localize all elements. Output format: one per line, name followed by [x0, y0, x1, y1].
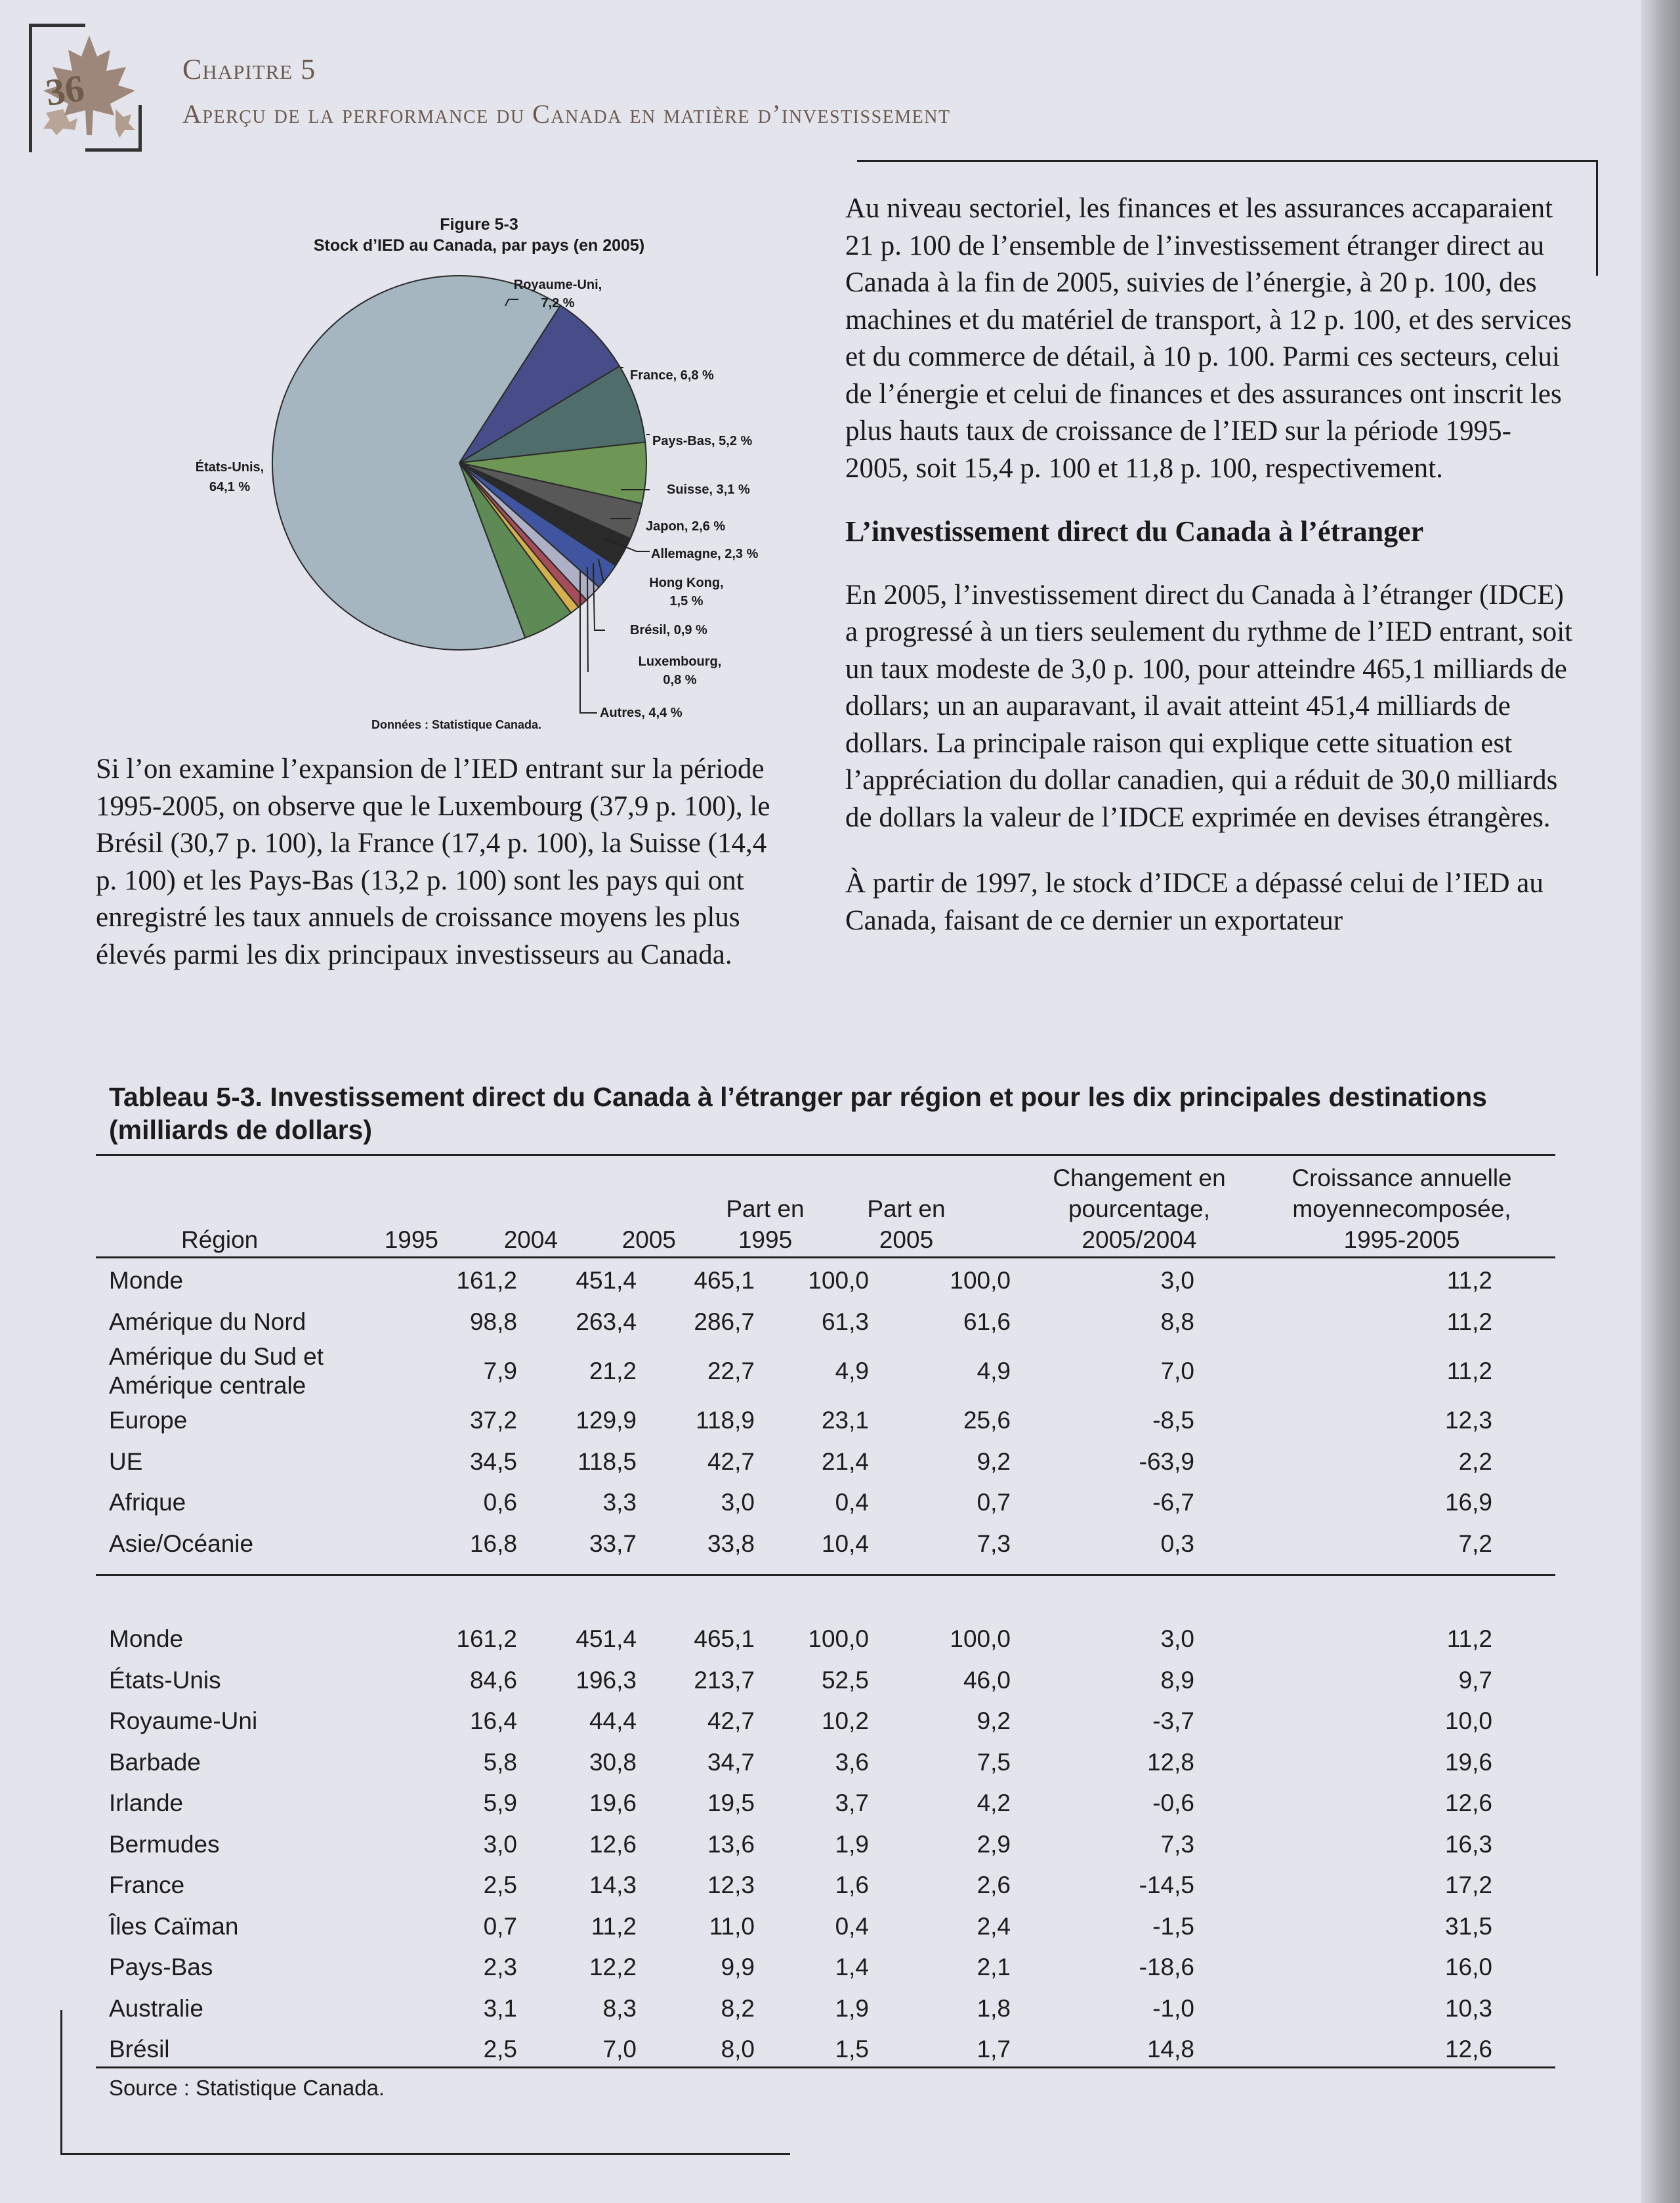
cell-y2004: 14,3: [589, 1871, 637, 1899]
cell-y2005: 118,9: [696, 1407, 755, 1434]
cell-region: Monde: [109, 1267, 184, 1294]
slice-label-royaume-uni-value: 7,2 %: [541, 296, 575, 310]
col-header-part-1995-line2: 1995: [738, 1226, 793, 1253]
cell-region: Australie: [109, 1994, 203, 2022]
slice-label-etats-unis-value: 64,1 %: [209, 480, 251, 494]
cell-p1995: 1,9: [835, 1830, 869, 1858]
table-source: Source : Statistique Canada.: [109, 2076, 385, 2100]
cell-y2005: 8,2: [721, 1994, 755, 2022]
table-header: [96, 1161, 1555, 1255]
cell-y2004: 118,5: [578, 1447, 637, 1475]
cell-chg: 8,9: [1160, 1666, 1194, 1694]
cell-cagr: 11,2: [1446, 1308, 1492, 1335]
cell-p1995: 3,6: [835, 1748, 869, 1776]
cell-cagr: 11,2: [1446, 1358, 1492, 1384]
cell-region: Asie/Océanie: [109, 1529, 254, 1557]
cell-cagr: 16,3: [1444, 1830, 1492, 1858]
col-header-change: [1028, 1163, 1251, 1255]
cell-chg: 7,3: [1160, 1830, 1194, 1858]
cell-p1995: 10,4: [821, 1529, 869, 1557]
cell-y1995: 0,6: [483, 1489, 517, 1516]
table-section-regions: [96, 1260, 1555, 1564]
table-row: [96, 1400, 1555, 1442]
cell-p1995: 10,2: [821, 1707, 869, 1735]
cell-region: Europe: [109, 1407, 188, 1434]
decorative-rule: [60, 2010, 62, 2154]
table-rule: [96, 2066, 1555, 2068]
cell-y2005: 8,0: [721, 2036, 755, 2063]
slice-label-hong-kong-value: 1,5 %: [669, 594, 704, 609]
cell-chg: 7,0: [1160, 1358, 1194, 1384]
cell-region: Afrique: [109, 1489, 186, 1516]
cell-p1995: 100,0: [808, 1267, 869, 1294]
table-row: [96, 1660, 1555, 1701]
cell-chg: 14,8: [1146, 2036, 1194, 2063]
slice-label-luxembourg: Luxembourg,: [638, 654, 722, 669]
cell-p1995: 1,5: [835, 2036, 869, 2063]
col-header-2004: 2004: [503, 1226, 558, 1253]
cell-region: Brésil: [109, 2036, 170, 2063]
table-row: [96, 1947, 1555, 1988]
cell-region: UE: [109, 1447, 143, 1475]
figure-caption: Stock d’IED au Canada, par pays (en 2005): [313, 236, 645, 255]
table-row: [96, 1906, 1555, 1948]
cell-y1995: 7,9: [483, 1358, 517, 1384]
cell-p1995: 1,9: [835, 1994, 869, 2022]
slice-label-pays-bas: Pays-Bas, 5,2 %: [652, 434, 753, 448]
col-header-region: Région: [181, 1226, 259, 1253]
cell-y2004: 263,4: [576, 1308, 637, 1335]
cell-region: Barbade: [109, 1748, 201, 1776]
cell-y2004: 3,3: [602, 1489, 637, 1516]
col-header-cagr-line1: Croissance annuelle: [1292, 1165, 1512, 1191]
cell-p2005: 0,7: [976, 1489, 1011, 1516]
cell-y2005: 9,9: [721, 1954, 755, 1981]
header-frame-line: [85, 148, 142, 152]
section-heading: L’investissement direct du Canada à l’étranger: [845, 515, 1424, 547]
chapter-title: Aperçu de la performance du Canada en matière d’investissement: [182, 99, 951, 129]
table-row: [96, 1482, 1555, 1524]
table-row: [96, 2029, 1555, 2070]
cell-y1995: 161,2: [456, 1267, 517, 1294]
cell-p2005: 2,6: [976, 1871, 1011, 1899]
cell-y2005: 12,3: [707, 1871, 755, 1899]
cell-y2004: 196,3: [576, 1666, 637, 1694]
cell-y2005: 465,1: [694, 1625, 755, 1653]
cell-p1995: 100,0: [808, 1625, 869, 1653]
figure-title: [197, 214, 761, 256]
table-rule: [96, 1154, 1555, 1156]
cell-y2005: 11,0: [709, 1912, 755, 1940]
cell-y2004: 11,2: [591, 1912, 637, 1940]
slice-label-royaume-uni: Royaume-Uni,: [513, 278, 602, 292]
cell-y2004: 33,7: [589, 1529, 637, 1557]
slice-label-luxembourg-value: 0,8 %: [663, 673, 697, 687]
cell-chg: -63,9: [1139, 1447, 1194, 1475]
cell-cagr: 10,0: [1444, 1707, 1492, 1735]
table-row: [96, 1824, 1555, 1866]
cell-y2005: 33,8: [707, 1529, 755, 1557]
cell-y2005: 213,7: [694, 1666, 755, 1694]
cell-y1995: 5,9: [483, 1789, 517, 1817]
cell-y1995: 37,2: [469, 1407, 517, 1434]
col-header-part-2005-line2: 2005: [879, 1226, 934, 1253]
cell-y2004: 12,6: [589, 1830, 637, 1858]
cell-region: Royaume-Uni: [109, 1707, 258, 1735]
cell-y1995: 2,5: [483, 2036, 517, 2063]
cell-region: Bermudes: [109, 1830, 220, 1858]
cell-p1995: 0,4: [835, 1912, 869, 1940]
cell-y2004: 44,4: [589, 1707, 637, 1735]
cell-p2005: 46,0: [963, 1666, 1011, 1694]
cell-y1995: 2,5: [483, 1871, 517, 1899]
cell-chg: 3,0: [1160, 1625, 1194, 1653]
cell-chg: -1,5: [1152, 1912, 1194, 1940]
cell-p2005: 100,0: [950, 1625, 1011, 1653]
header-frame-line: [29, 24, 85, 27]
cell-region: Amérique du Nord: [109, 1308, 306, 1335]
cell-p2005: 7,3: [976, 1529, 1011, 1557]
cell-p1995: 3,7: [835, 1789, 869, 1817]
cell-region: Pays-Bas: [109, 1954, 213, 1981]
cell-y2005: 42,7: [707, 1707, 755, 1735]
cell-p2005: 1,8: [976, 1994, 1011, 2022]
decorative-rule: [857, 160, 1597, 162]
table-row: [96, 1442, 1555, 1483]
cell-region: Irlande: [109, 1789, 184, 1817]
cell-p2005: 4,9: [976, 1358, 1011, 1384]
cell-y2004: 19,6: [589, 1789, 637, 1817]
cell-y1995: 5,8: [483, 1748, 517, 1776]
cell-p2005: 7,5: [976, 1748, 1011, 1776]
page-edge-shadow: [1641, 0, 1680, 2203]
cell-cagr: 31,5: [1444, 1912, 1492, 1940]
table-row: [96, 1701, 1555, 1742]
cell-chg: 0,3: [1160, 1529, 1194, 1557]
col-header-cagr-line3: 1995-2005: [1343, 1226, 1460, 1253]
cell-y2004: 12,2: [589, 1954, 637, 1981]
cell-p1995: 1,6: [835, 1871, 869, 1899]
col-header-part-1995-line1: Part en: [726, 1195, 805, 1222]
cell-y2005: 19,5: [707, 1789, 755, 1817]
chapter-label: Chapitre 5: [182, 53, 316, 85]
col-header-2005: 2005: [621, 1226, 676, 1253]
cell-region: Îles Caïman: [109, 1912, 239, 1940]
table-row: [96, 1524, 1555, 1565]
cell-y1995: 16,4: [469, 1707, 517, 1735]
cell-p2005: 61,6: [963, 1308, 1011, 1335]
cell-chg: -3,7: [1152, 1707, 1194, 1735]
cell-region: États-Unis: [109, 1666, 221, 1694]
cell-y2004: 8,3: [602, 1994, 637, 2022]
col-header-part-2005: [854, 1193, 959, 1255]
cell-p2005: 2,4: [976, 1912, 1011, 1940]
cell-chg: -0,6: [1152, 1789, 1194, 1817]
cell-chg: -18,6: [1139, 1954, 1194, 1981]
cell-cagr: 2,2: [1458, 1447, 1492, 1475]
cell-y1995: 161,2: [456, 1625, 517, 1653]
decorative-rule: [1596, 160, 1598, 276]
cell-region-line2: Amérique centrale: [109, 1372, 306, 1399]
col-header-change-line3: 2005/2004: [1082, 1226, 1197, 1253]
cell-y2005: 465,1: [694, 1267, 755, 1294]
cell-region: Monde: [109, 1625, 184, 1653]
cell-y2004: 21,2: [589, 1358, 637, 1384]
slice-label-hong-kong: Hong Kong,: [649, 576, 724, 590]
cell-y2005: 286,7: [694, 1308, 755, 1335]
cell-y2005: 34,7: [707, 1748, 755, 1776]
col-header-cagr: [1277, 1163, 1526, 1255]
figure-source: Données : Statistique Canada.: [371, 718, 542, 731]
table-title: Tableau 5-3. Investissement direct du Canada à l’étranger par région et pour les dix principales destinations (milliards de dollars): [109, 1082, 1487, 1145]
cell-y2004: 451,4: [576, 1267, 637, 1294]
cell-cagr: 17,2: [1444, 1871, 1492, 1899]
cell-p2005: 100,0: [950, 1267, 1011, 1294]
cell-y2004: 129,9: [576, 1407, 637, 1434]
cell-cagr: 11,2: [1446, 1625, 1492, 1653]
cell-y1995: 3,0: [483, 1830, 517, 1858]
cell-region-line1: Amérique du Sud et: [109, 1343, 324, 1370]
cell-chg: -14,5: [1139, 1871, 1194, 1899]
cell-y1995: 3,1: [483, 1994, 517, 2022]
pie-chart: [151, 263, 807, 722]
cell-y2005: 42,7: [707, 1447, 755, 1475]
right-column: [845, 190, 1574, 939]
cell-p2005: 9,2: [976, 1447, 1011, 1475]
cell-p2005: 2,1: [976, 1954, 1011, 1981]
cell-chg: 3,0: [1160, 1267, 1194, 1294]
cell-chg: -1,0: [1152, 1994, 1194, 2022]
col-header-cagr-line2: moyennecomposée,: [1292, 1195, 1511, 1222]
cell-p1995: 21,4: [821, 1447, 869, 1475]
left-column: [96, 751, 791, 973]
slice-label-japon: Japon, 2,6 %: [646, 519, 726, 534]
right-paragraph-3: À partir de 1997, le stock d’IDCE a dépassé celui de l’IED au Canada, faisant de ce dernier un exportateur: [845, 868, 1544, 936]
right-paragraph-1: Au niveau sectoriel, les finances et les assurances accaparaient 21 p. 100 de l’ensemble de l’investissement étranger direct au Canada à la fin de 2005, suivies de l’énergie, à 20 p. 100, des machines et du matériel de transport, à 12 p. 100, et des services et du commerce de détail, à 10 p. 100. Parmi ces secteurs, celui de l’énergie et celui de finances et des assurances ont inscrit les plus hauts taux de croissance de l’IED sur la période 1995-2005, soit 15,4 p. 100 et 11,8 p. 100, respectivement.: [845, 193, 1572, 484]
cell-cagr: 16,0: [1444, 1954, 1492, 1981]
figure-label: Figure 5-3: [440, 215, 518, 234]
cell-region: France: [109, 1871, 185, 1899]
cell-y1995: 98,8: [469, 1308, 517, 1335]
cell-chg: -8,5: [1152, 1407, 1194, 1434]
slice-label-suisse: Suisse, 3,1 %: [667, 482, 750, 497]
table-row: [96, 1260, 1555, 1302]
cell-cagr: 12,6: [1444, 1789, 1492, 1817]
cell-p1995: 52,5: [821, 1666, 869, 1694]
cell-cagr: 11,2: [1446, 1267, 1492, 1294]
table-row: [96, 1619, 1555, 1660]
cell-cagr: 9,7: [1458, 1666, 1492, 1694]
cell-p2005: 2,9: [976, 1830, 1011, 1858]
cell-chg: -6,7: [1152, 1489, 1194, 1516]
cell-y1995: 2,3: [483, 1954, 517, 1981]
cell-cagr: 16,9: [1444, 1489, 1492, 1516]
cell-p1995: 0,4: [835, 1489, 869, 1516]
col-header-change-line1: Changement en: [1053, 1165, 1226, 1191]
col-header-change-line2: pourcentage,: [1068, 1195, 1210, 1222]
cell-y1995: 16,8: [469, 1529, 517, 1557]
slice-label-bresil: Brésil, 0,9 %: [630, 623, 707, 637]
table-row: [96, 1302, 1555, 1343]
cell-chg: 12,8: [1146, 1748, 1194, 1776]
cell-cagr: 7,2: [1458, 1529, 1492, 1557]
cell-y2005: 3,0: [721, 1489, 755, 1516]
cell-cagr: 10,3: [1444, 1994, 1492, 2022]
cell-y2004: 7,0: [602, 2036, 637, 2063]
cell-chg: 8,8: [1160, 1308, 1194, 1335]
cell-cagr: 19,6: [1444, 1748, 1492, 1776]
cell-p1995: 61,3: [821, 1308, 869, 1335]
col-header-part-1995: [713, 1193, 818, 1255]
cell-y1995: 34,5: [469, 1447, 517, 1475]
page-number: 36: [43, 66, 87, 114]
slice-label-france: France, 6,8 %: [630, 368, 714, 383]
cell-y2005: 13,6: [707, 1830, 755, 1858]
cell-p2005: 25,6: [963, 1407, 1011, 1434]
cell-y2004: 451,4: [576, 1625, 637, 1653]
cell-p1995: 23,1: [821, 1407, 869, 1434]
left-paragraph: Si l’on examine l’expansion de l’IED entrant sur la période 1995-2005, on observe que le Luxembourg (37,9 p. 100), le Brésil (30,7 p. 100), la France (17,4 p. 100), la Suisse (14,4 p. 100) et les Pays-Bas (13,2 p. 100) sont les pays qui ont enregistré les taux annuels de croissance moyens les plus élevés parmi les dix principaux investisseurs au Canada.: [96, 754, 770, 970]
cell-region: [96, 1342, 371, 1400]
table-rule: [96, 1574, 1555, 1576]
slice-label-autres: Autres, 4,4 %: [600, 706, 682, 720]
cell-y2005: 22,7: [707, 1358, 755, 1384]
table-row: [96, 1742, 1555, 1784]
cell-p2005: 9,2: [976, 1707, 1011, 1735]
cell-y1995: 84,6: [469, 1666, 517, 1694]
cell-cagr: 12,3: [1444, 1407, 1492, 1434]
table-row: [96, 1988, 1555, 2030]
table-row: [96, 1783, 1555, 1824]
cell-p1995: 1,4: [835, 1954, 869, 1981]
cell-y1995: 0,7: [483, 1912, 517, 1940]
cell-p2005: 1,7: [976, 2036, 1011, 2063]
col-header-1995: 1995: [384, 1226, 438, 1253]
right-paragraph-2: En 2005, l’investissement direct du Canada à l’étranger (IDCE) a progressé à un tiers seulement du rythme de l’IED entrant, soit un taux modeste de 3,0 p. 100, pour atteindre 465,1 milliards de dollars; un an auparavant, il avait atteint 451,4 milliards de dollars. La principale raison qui explique cette situation est l’appréciation du dollar canadien, qui a réduit de 30,0 milliards de dollars la valeur de l’IDCE exprimée en devises étrangères.: [845, 579, 1573, 833]
table-row: [96, 1342, 1555, 1400]
table-rule: [96, 1256, 1555, 1258]
cell-p1995: 4,9: [835, 1358, 869, 1384]
table-section-destinations: [96, 1619, 1555, 2070]
table-row: [96, 1865, 1555, 1906]
slice-label-allemagne: Allemagne, 2,3 %: [651, 547, 759, 561]
cell-cagr: 12,6: [1444, 2036, 1492, 2063]
cell-p2005: 4,2: [976, 1789, 1011, 1817]
header-frame-line: [29, 24, 32, 152]
cell-y2004: 30,8: [589, 1748, 637, 1776]
col-header-part-2005-line1: Part en: [867, 1195, 946, 1222]
slice-label-etats-unis: États-Unis,: [195, 460, 264, 475]
decorative-rule: [60, 2153, 790, 2155]
